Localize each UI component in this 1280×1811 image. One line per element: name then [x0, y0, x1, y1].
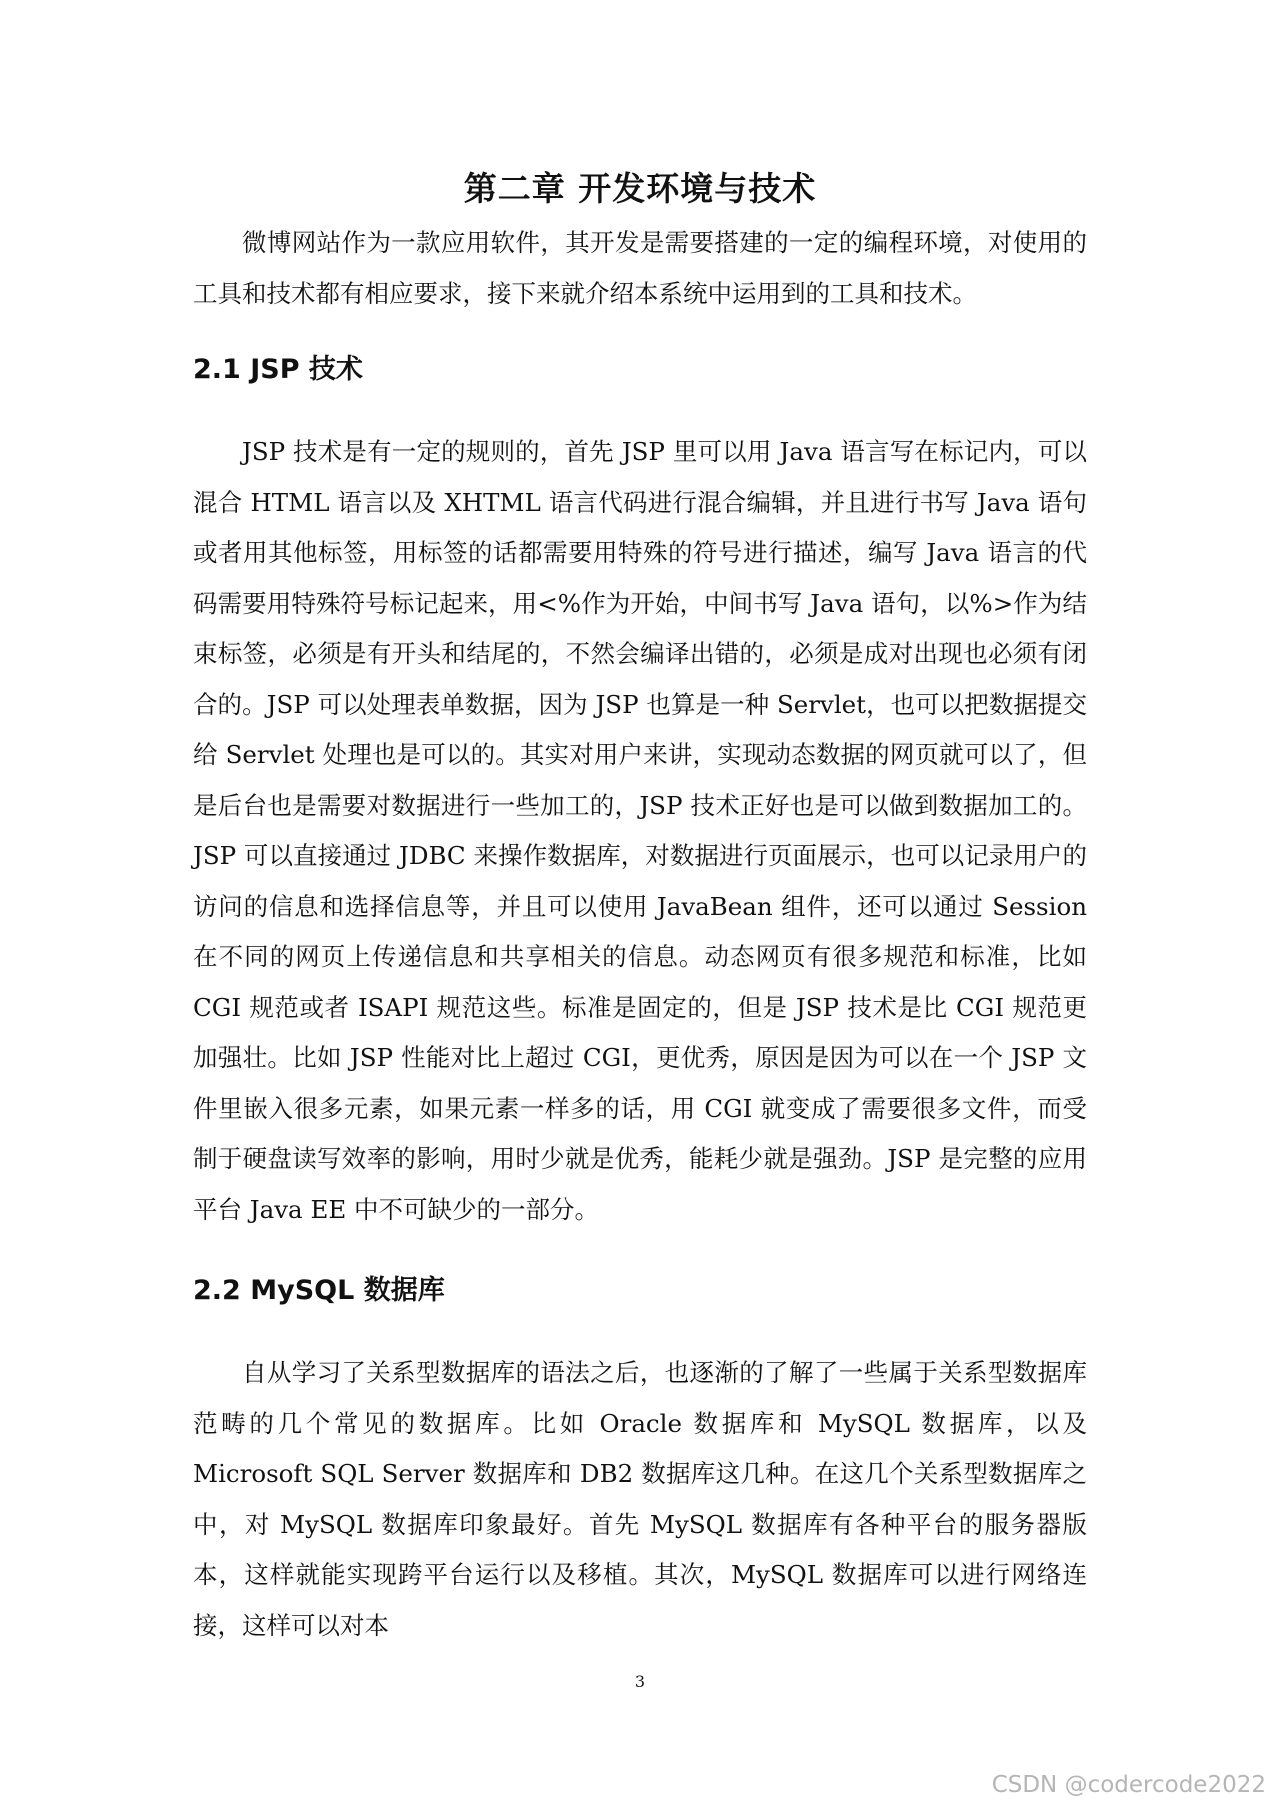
- section-paragraph-jsp: JSP 技术是有一定的规则的，首先 JSP 里可以用 Java 语言写在标记内，可以混合 HTML 语言以及 XHTML 语言代码进行混合编辑，并且进行书写 Java 语句或者用其他标签，用标签的话都需要用特殊的符号进行描述，编写 Java 语言的代码需要用特殊符号标记起来，用<%作为开始，中间书写 Java 语句，以%>作为结束标签，必须是有开头和结尾的，不然会编译出错的，必须是成对出现也必须有闭合的。JSP 可以处理表单数据，因为 JSP 也算是一种 Servlet，也可以把数据提交给 Servlet 处理也是可以的。其实对用户来讲，实现动态数据的网页就可以了，但是后台也是需要对数据进行一些加工的，JSP 技术正好也是可以做到数据加工的。JSP 可以直接通过 JDBC 来操作数据库，对数据进行页面展示，也可以记录用户的访问的信息和选择信息等，并且可以使用 JavaBean 组件，还可以通过 Session 在不同的网页上传递信息和共享相关的信息。动态网页有很多规范和标准，比如 CGI 规范或者 ISAPI 规范这些。标准是固定的，但是 JSP 技术是比 CGI 规范更加强壮。比如 JSP 性能对比上超过 CGI，更优秀，原因是因为可以在一个 JSP 文件里嵌入很多元素，如果元素一样多的话，用 CGI 就变成了需要很多文件，而受制于硬盘读写效率的影响，用时少就是优秀，能耗少就是强劲。JSP 是完整的应用平台 Java EE 中不可缺少的一部分。: [193, 437, 1087, 1224]
- chapter-title: 第二章 开发环境与技术: [463, 169, 817, 208]
- page-content: [193, 150, 1087, 1651]
- intro-paragraph: 微博网站作为一款应用软件，其开发是需要搭建的一定的编程环境，对使用的工具和技术都有相应要求，接下来就介绍本系统中运用到的工具和技术。: [193, 228, 1087, 308]
- section-heading-mysql: 2.2 MySQL 数据库: [193, 1275, 445, 1306]
- page-number: 3: [634, 1672, 646, 1691]
- section-paragraph-mysql: 自从学习了关系型数据库的语法之后，也逐渐的了解了一些属于关系型数据库范畴的几个常见的数据库。比如 Oracle 数据库和 MySQL 数据库，以及 Microsoft SQL Server 数据库和 DB2 数据库这几种。在这几个关系型数据库之中，对 MySQL 数据库印象最好。首先 MySQL 数据库有各种平台的服务器版本，这样就能实现跨平台运行以及移植。其次，MySQL 数据库可以进行网络连接，这样可以对本: [193, 1358, 1087, 1640]
- section-heading-jsp: 2.1 JSP 技术: [193, 354, 363, 385]
- watermark: CSDN @codercode2022: [991, 1772, 1266, 1798]
